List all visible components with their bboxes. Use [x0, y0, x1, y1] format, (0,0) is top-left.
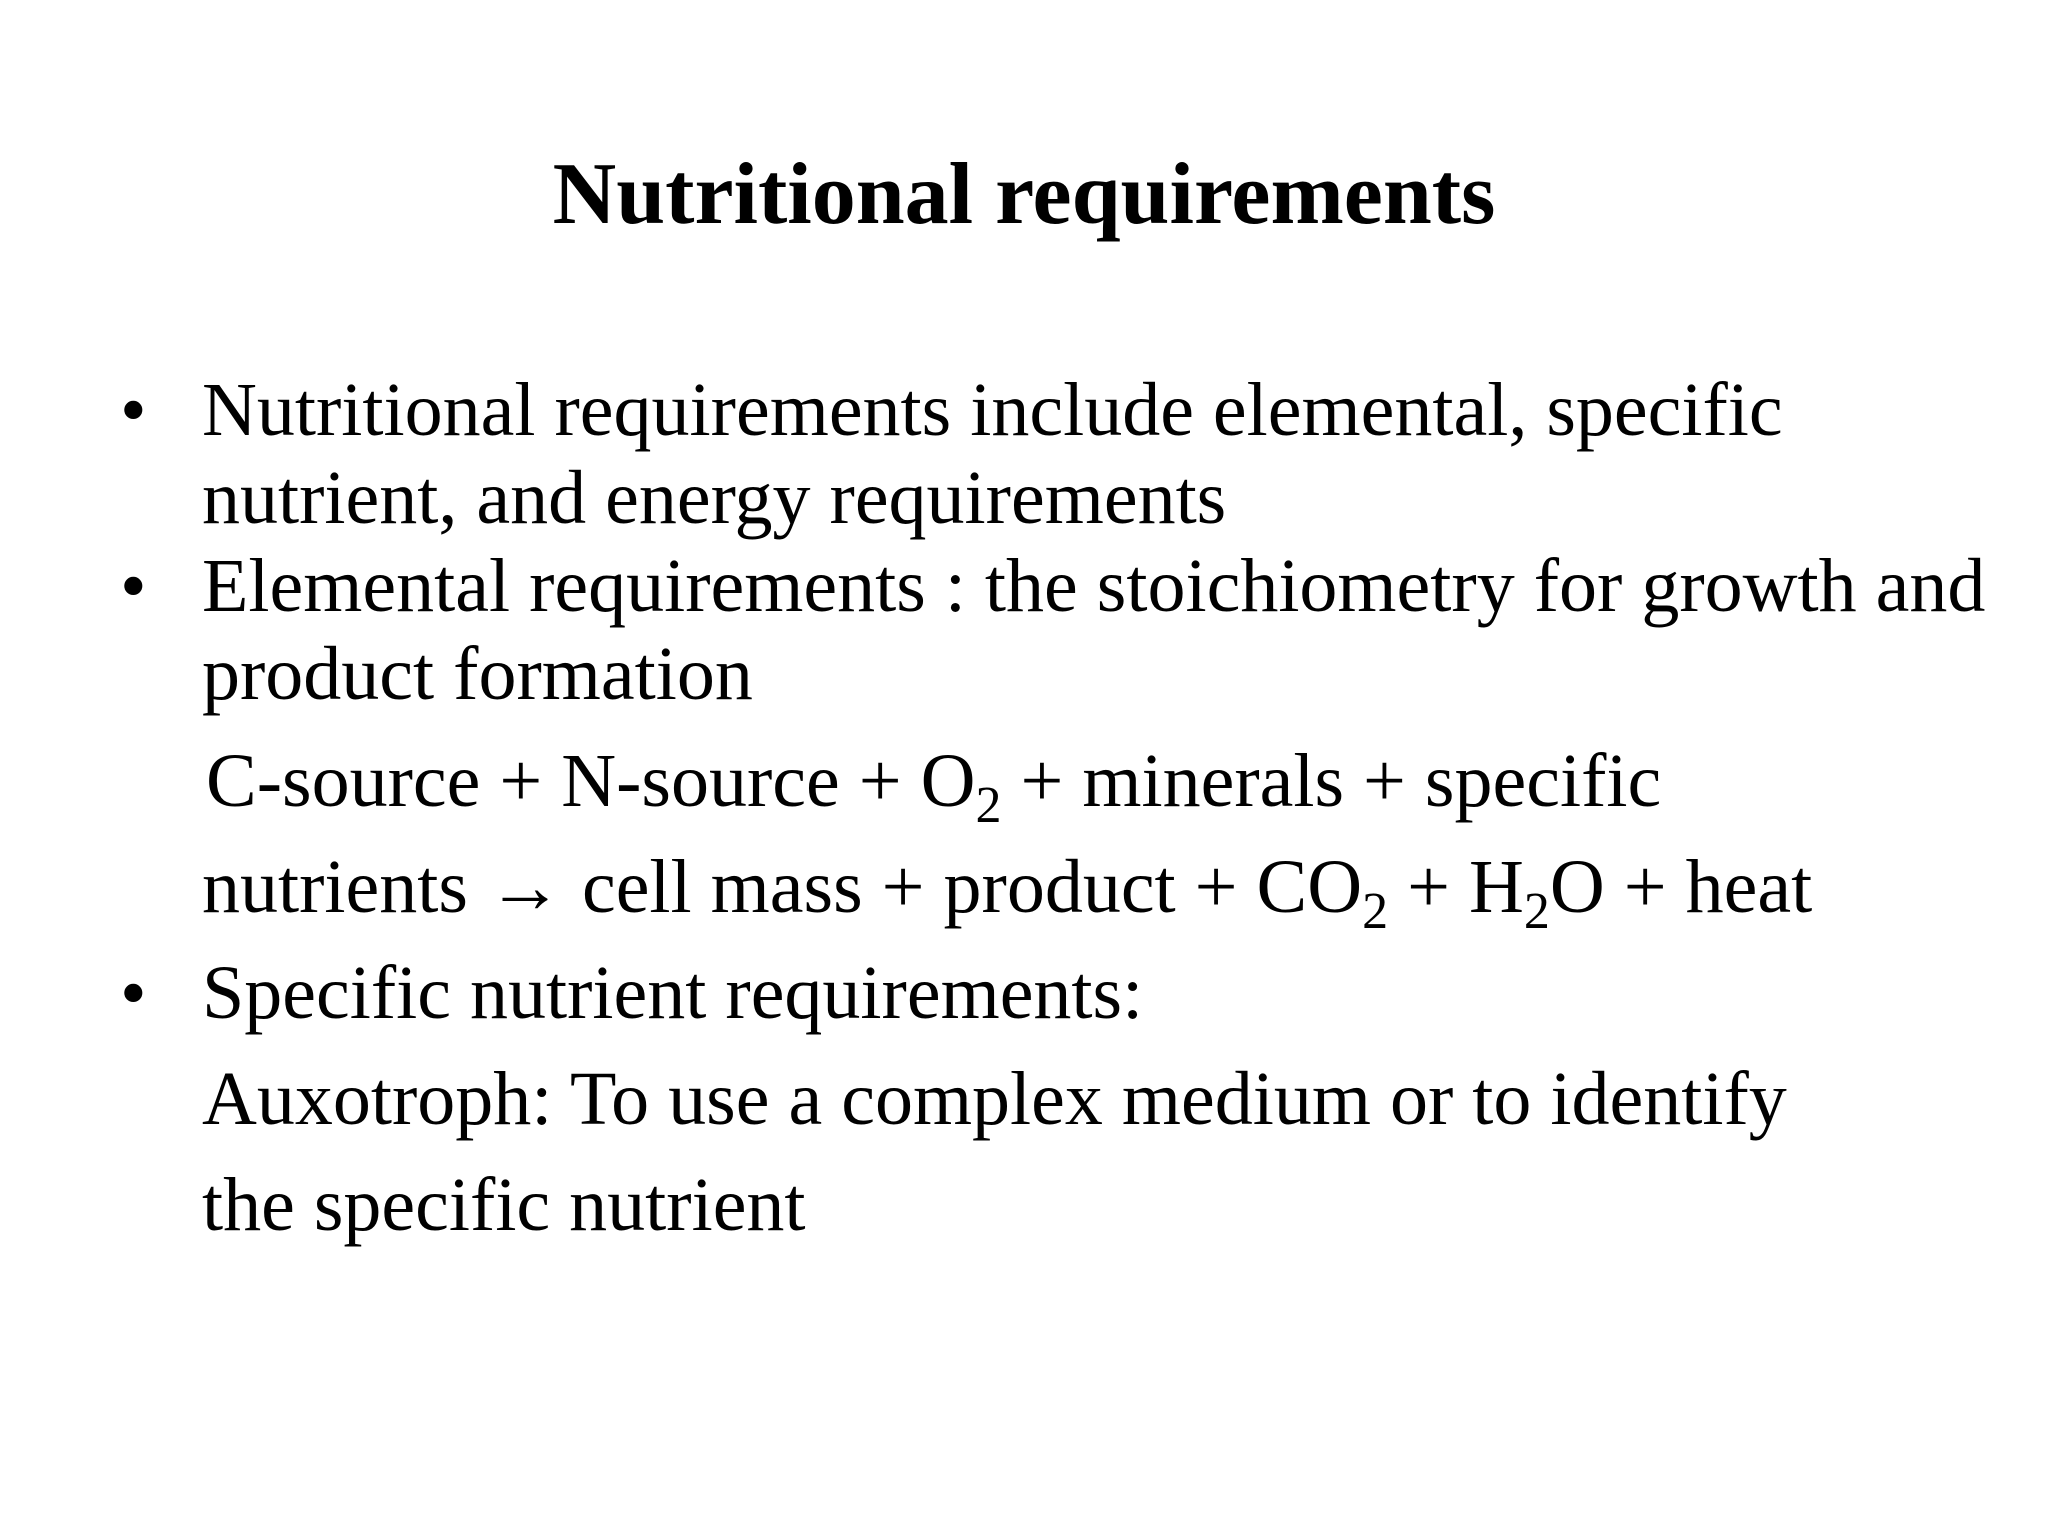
bullet-item-nutritional-requirements	[120, 366, 1990, 542]
subscript: 2	[975, 777, 1002, 834]
equation-line-2	[120, 834, 1990, 940]
equation-line-1	[120, 728, 1990, 834]
subscript: 2	[1362, 883, 1389, 940]
bullet-list	[120, 366, 1990, 1258]
bullet-icon: •	[120, 951, 147, 1035]
bullet-item-specific-nutrient	[120, 940, 1990, 1046]
auxotroph-line-1: Auxotroph: To use a complex medium or to identify	[202, 1057, 1787, 1141]
equation-text: O + heat	[1549, 845, 1813, 929]
subscript: 2	[1523, 883, 1550, 940]
bullet-text: Elemental requirements : the stoichiometry for growth and product formation	[202, 544, 1986, 716]
bullet-text: Nutritional requirements include elemental, specific nutrient, and energy requirements	[202, 368, 1783, 540]
equation-text: nutrients → cell mass + product + CO	[202, 845, 1363, 929]
bullet-icon: •	[120, 544, 147, 628]
bullet-icon: •	[120, 368, 147, 452]
slide-title: Nutritional requirements	[552, 146, 1496, 243]
bullet-text: Specific nutrient requirements:	[202, 951, 1144, 1035]
equation-text: + H	[1388, 845, 1524, 929]
equation-text: + minerals + specific	[1001, 739, 1662, 823]
auxotroph-line-2: the specific nutrient	[202, 1163, 806, 1247]
equation-text: C-source + N-source + O	[206, 739, 976, 823]
bullet-item-elemental-requirements	[120, 542, 1990, 718]
